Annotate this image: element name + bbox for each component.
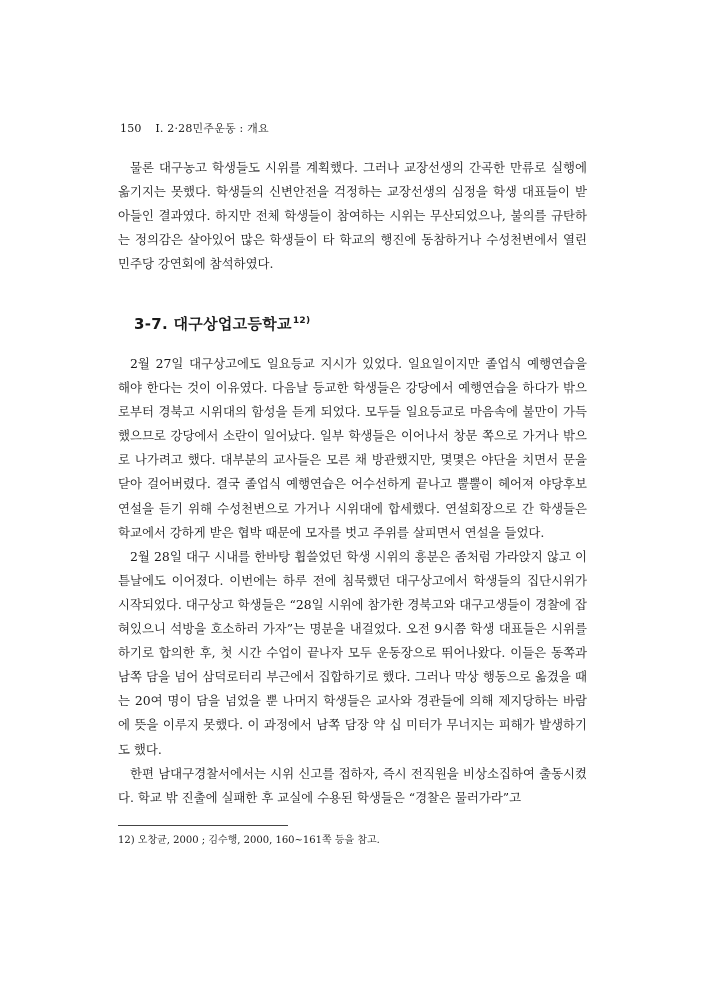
body-paragraph: 2월 28일 대구 시내를 한바탕 휩쓸었던 학생 시위의 흥분은 좀처럼 가라앉지 않고 이튿날에도 이어졌다. 이번에는 하루 전에 침묵했던 대구상고에서 학생들의 집단시위가 시작되었다. 대구상고 학생들은 “28일 시위에 참가한 경북고와 대구고생들이 경찰에 잡혀있으니 석방을 호소하러 가자”는 명분을 내걸었다. 오전 9시쯤 학생 대표들은 시위를 하기로 합의한 후, 첫 시간 수업이 끝나자 모두 운동장으로 뛰어나왔다. 이들은 동쪽과 남쪽 담을 넘어 삼덕로터리 부근에서 집합하기로 했다. 그러나 막상 행동으로 옮겼을 때는 20여 명이 담을 넘었을 뿐 나머지 학생들은 교사와 경관들에 의해 제지당하는 바람에 뜻을 이루지 못했다. 이 과정에서 남쪽 담장 약 십 미터가 무너지는 피해가 발생하기도 했다. [118, 548, 587, 757]
body-paragraph: 2월 27일 대구상고에도 일요등교 지시가 있었다. 일요일이지만 졸업식 예행연습을 해야 한다는 것이 이유였다. 다음날 등교한 학생들은 강당에서 예행연습을 하다가 밖으로부터 경북고 시위대의 함성을 듣게 되었다. 모두들 일요등교로 마음속에 불만이 가득했으므로 강당에서 소란이 일어났다. 일부 학생들은 이어나서 창문 쪽으로 가거나 밖으로 나가려고 했다. 대부분의 교사들은 모른 채 방관했지만, 몇몇은 야단을 치면서 문을 닫아 걸어버렸다. 결국 졸업식 예행연습은 어수선하게 끝나고 뿔뿔이 헤어져 야당후보 연설을 듣기 위해 수성천변으로 가거나 시위대에 합세했다. 연설회장으로 간 학생들은 학교에서 강하게 받은 협박 때문에 모자를 벗고 주위를 살피면서 연설을 들었다. [118, 356, 587, 540]
page-header [120, 120, 269, 136]
section-title-text: 3-7. 대구상업고등학교 [134, 315, 292, 333]
body-paragraph: 물론 대구농고 학생들도 시위를 계획했다. 그러나 교장선생의 간곡한 만류로 실행에 옮기지는 못했다. 학생들의 신변안전을 걱정하는 교장선생의 심정을 학생 대표들이 받아들인 결과였다. 하지만 전체 학생들이 참여하는 시위는 무산되었으나, 불의를 규탄하는 정의감은 살아있어 많은 학생들이 타 학교의 행진에 동참하거나 수성천변에서 열린 민주당 강연회에 참석하였다. [118, 160, 587, 272]
body-paragraph: 한편 남대구경찰서에서는 시위 신고를 접하자, 즉시 전직원을 비상소집하여 출동시켰다. 학교 밖 진출에 실패한 후 교실에 수용된 학생들은 “경찰은 물러가라”고 [118, 765, 587, 805]
footnote: 12) 오창균, 2000 ; 김수행, 2000, 160~161쪽 등을 참고. [118, 835, 380, 846]
main-text-block [118, 352, 587, 810]
intro-text-block [118, 156, 587, 276]
section-heading [134, 313, 310, 334]
footnote-reference: 12) [292, 316, 311, 326]
page-number: 150 [120, 122, 142, 135]
footnote-divider [118, 825, 288, 826]
running-title: Ⅰ. 2·28민주운동 : 개요 [155, 122, 269, 135]
